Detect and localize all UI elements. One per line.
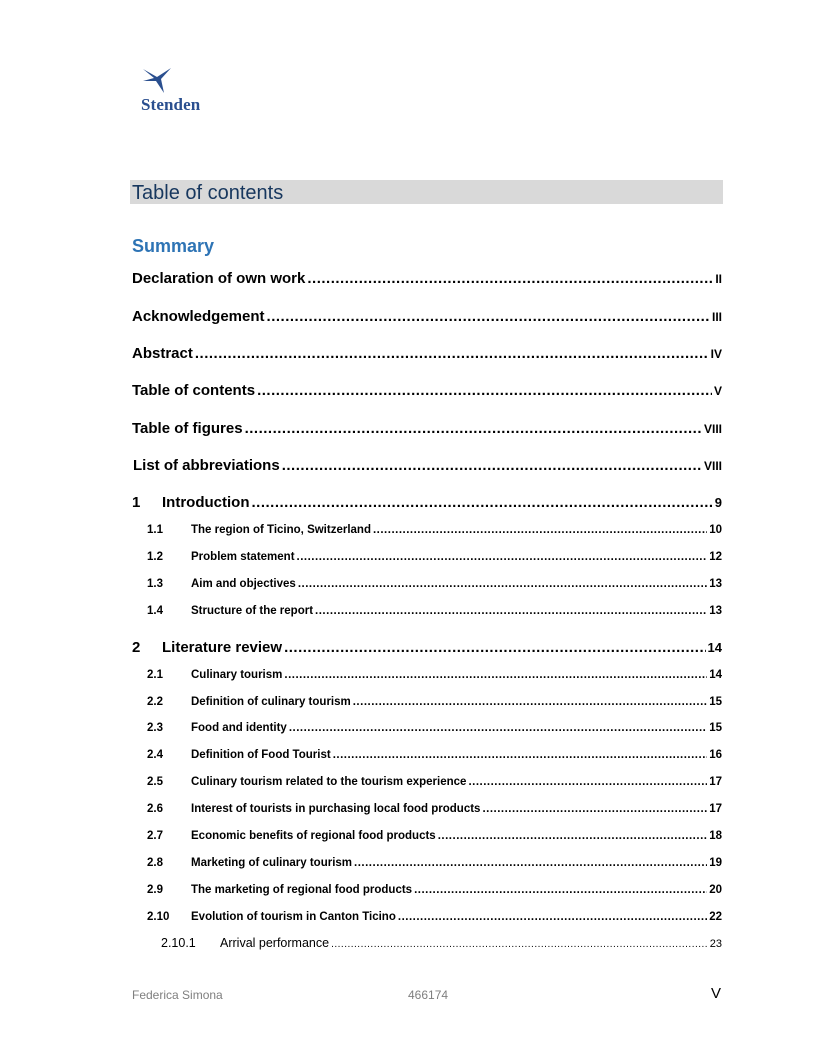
toc-entry-marketing-culinary[interactable] <box>147 857 722 869</box>
toc-entry-number: 1.1 <box>147 524 163 536</box>
toc-entry-label: Arrival performance <box>220 936 330 950</box>
toc-entry-label: Marketing of culinary tourism <box>191 857 353 869</box>
toc-entry-label: The marketing of regional food products <box>191 884 413 896</box>
toc-entry-declaration[interactable] <box>132 270 722 287</box>
stenden-logo <box>140 66 220 116</box>
toc-entry-number: 2.4 <box>147 749 163 761</box>
toc-entry-page: 23 <box>709 938 722 950</box>
dot-leader <box>414 884 707 896</box>
toc-entry-label: Introduction <box>162 494 250 511</box>
toc-entry-page: 17 <box>709 776 722 788</box>
toc-entry-page: 14 <box>709 669 722 681</box>
footer-page-number: V <box>711 985 722 1002</box>
dot-leader <box>398 911 707 923</box>
toc-entry-number: 1 <box>132 494 141 511</box>
toc-entry-number: 2.2 <box>147 696 163 708</box>
dot-leader <box>353 696 707 708</box>
toc-entry-label: Structure of the report <box>191 605 314 617</box>
toc-entry-page: 16 <box>709 749 722 761</box>
toc-entry-number: 2.3 <box>147 722 163 734</box>
dot-leader <box>267 308 710 325</box>
toc-entry-label: Evolution of tourism in Canton Ticino <box>191 911 396 923</box>
dot-leader <box>331 939 708 950</box>
toc-entry-label: Culinary tourism related to the tourism experience <box>191 776 467 788</box>
toc-entry-number: 2.7 <box>147 830 163 842</box>
toc-entry-page: 12 <box>709 551 722 563</box>
toc-entry-label: Declaration of own work <box>132 270 306 287</box>
toc-title: Table of contents <box>130 180 723 204</box>
dot-leader <box>315 605 707 617</box>
toc-entry-number: 2 <box>132 639 141 656</box>
toc-entry-problem-statement[interactable] <box>147 551 722 563</box>
toc-entry-region-ticino[interactable] <box>147 524 722 536</box>
dot-leader <box>195 345 709 362</box>
logo-text: Stenden <box>141 95 201 114</box>
toc-entry-introduction[interactable] <box>132 494 722 511</box>
footer-student-number: 466174 <box>408 988 449 1002</box>
toc-entry-page: 22 <box>709 911 722 923</box>
toc-entry-literature-review[interactable] <box>132 639 722 656</box>
toc-entry-page: 15 <box>709 722 722 734</box>
toc-entry-label: Definition of culinary tourism <box>191 696 351 708</box>
toc-entry-number: 2.5 <box>147 776 163 788</box>
toc-entry-economic-benefits[interactable] <box>147 830 722 842</box>
toc-entry-label: Acknowledgement <box>132 308 265 325</box>
toc-entry-label: Culinary tourism <box>191 669 283 681</box>
toc-entry-label: Literature review <box>162 639 283 656</box>
dot-leader <box>284 669 707 681</box>
dot-leader <box>297 551 708 563</box>
toc-entry-label: Interest of tourists in purchasing local food products <box>191 803 481 815</box>
toc-entry-structure[interactable] <box>147 605 722 617</box>
toc-entry-page: 9 <box>714 495 722 510</box>
toc-entry-evolution-ticino[interactable] <box>147 911 722 923</box>
toc-entry-number: 2.9 <box>147 884 163 896</box>
toc-entry-label: Table of figures <box>132 420 243 437</box>
toc-entry-table-of-contents[interactable] <box>132 382 722 399</box>
dot-leader <box>438 830 707 842</box>
toc-entry-food-tourist[interactable] <box>147 749 722 761</box>
swallow-icon <box>142 66 174 94</box>
toc-entry-label: Table of contents <box>132 382 256 399</box>
toc-entry-page: III <box>711 310 722 324</box>
toc-entry-number: 2.10 <box>147 911 170 923</box>
toc-entry-label: Problem statement <box>191 551 295 563</box>
toc-entry-abstract[interactable] <box>132 345 722 362</box>
toc-entry-food-identity[interactable] <box>147 722 722 734</box>
toc-entry-page: 20 <box>709 884 722 896</box>
toc-entry-label: Food and identity <box>191 722 287 734</box>
toc-entry-number: 1.4 <box>147 605 163 617</box>
dot-leader <box>468 776 707 788</box>
toc-entry-label: Abstract <box>132 345 193 362</box>
toc-entry-marketing-regional[interactable] <box>147 884 722 896</box>
toc-entry-label: Definition of Food Tourist <box>191 749 331 761</box>
toc-entry-page: 18 <box>709 830 722 842</box>
toc-entry-number: 1.2 <box>147 551 163 563</box>
toc-entry-acknowledgement[interactable] <box>132 308 722 325</box>
dot-leader <box>289 722 707 734</box>
toc-entry-abbreviations[interactable] <box>133 457 722 474</box>
toc-entry-page: VIII <box>703 459 722 473</box>
toc-entry-number: 2.10.1 <box>161 936 196 950</box>
toc-entry-page: VIII <box>703 422 722 436</box>
toc-entry-aim-objectives[interactable] <box>147 578 722 590</box>
toc-entry-page: 13 <box>709 605 722 617</box>
toc-entry-page: 10 <box>709 524 722 536</box>
footer-author: Federica Simona <box>132 988 223 1002</box>
toc-entry-page: 14 <box>707 640 722 655</box>
toc-entry-page: IV <box>710 347 722 361</box>
dot-leader <box>373 524 707 536</box>
dot-leader <box>251 494 712 511</box>
toc-entry-label: Economic benefits of regional food products <box>191 830 436 842</box>
toc-entry-table-of-figures[interactable] <box>132 420 722 437</box>
dot-leader <box>298 578 707 590</box>
toc-entry-interest-tourists[interactable] <box>147 803 722 815</box>
toc-entry-number: 2.6 <box>147 803 163 815</box>
summary-heading: Summary <box>132 236 215 256</box>
toc-entry-number: 2.8 <box>147 857 163 869</box>
toc-entry-number: 2.1 <box>147 669 163 681</box>
dot-leader <box>307 270 713 287</box>
dot-leader <box>245 420 702 437</box>
dot-leader <box>284 639 705 656</box>
toc-entry-label: Aim and objectives <box>191 578 296 590</box>
toc-entry-number: 1.3 <box>147 578 163 590</box>
dot-leader <box>354 857 707 869</box>
dot-leader <box>482 803 707 815</box>
dot-leader <box>257 382 712 399</box>
toc-entry-definition-culinary[interactable] <box>147 696 722 708</box>
dot-leader <box>282 457 702 474</box>
toc-entry-arrival-performance[interactable] <box>161 936 722 950</box>
toc-entry-label: The region of Ticino, Switzerland <box>191 524 371 536</box>
toc-entry-label: List of abbreviations <box>133 457 280 474</box>
toc-entry-culinary-tourism[interactable] <box>147 669 722 681</box>
toc-entry-page: 13 <box>709 578 722 590</box>
toc-entry-page: 17 <box>709 803 722 815</box>
toc-entry-page: V <box>713 384 722 398</box>
toc-entry-tourism-experience[interactable] <box>147 776 722 788</box>
toc-entry-page: 19 <box>709 857 722 869</box>
dot-leader <box>333 749 708 761</box>
toc-entry-page: II <box>715 272 722 286</box>
toc-entry-page: 15 <box>709 696 722 708</box>
